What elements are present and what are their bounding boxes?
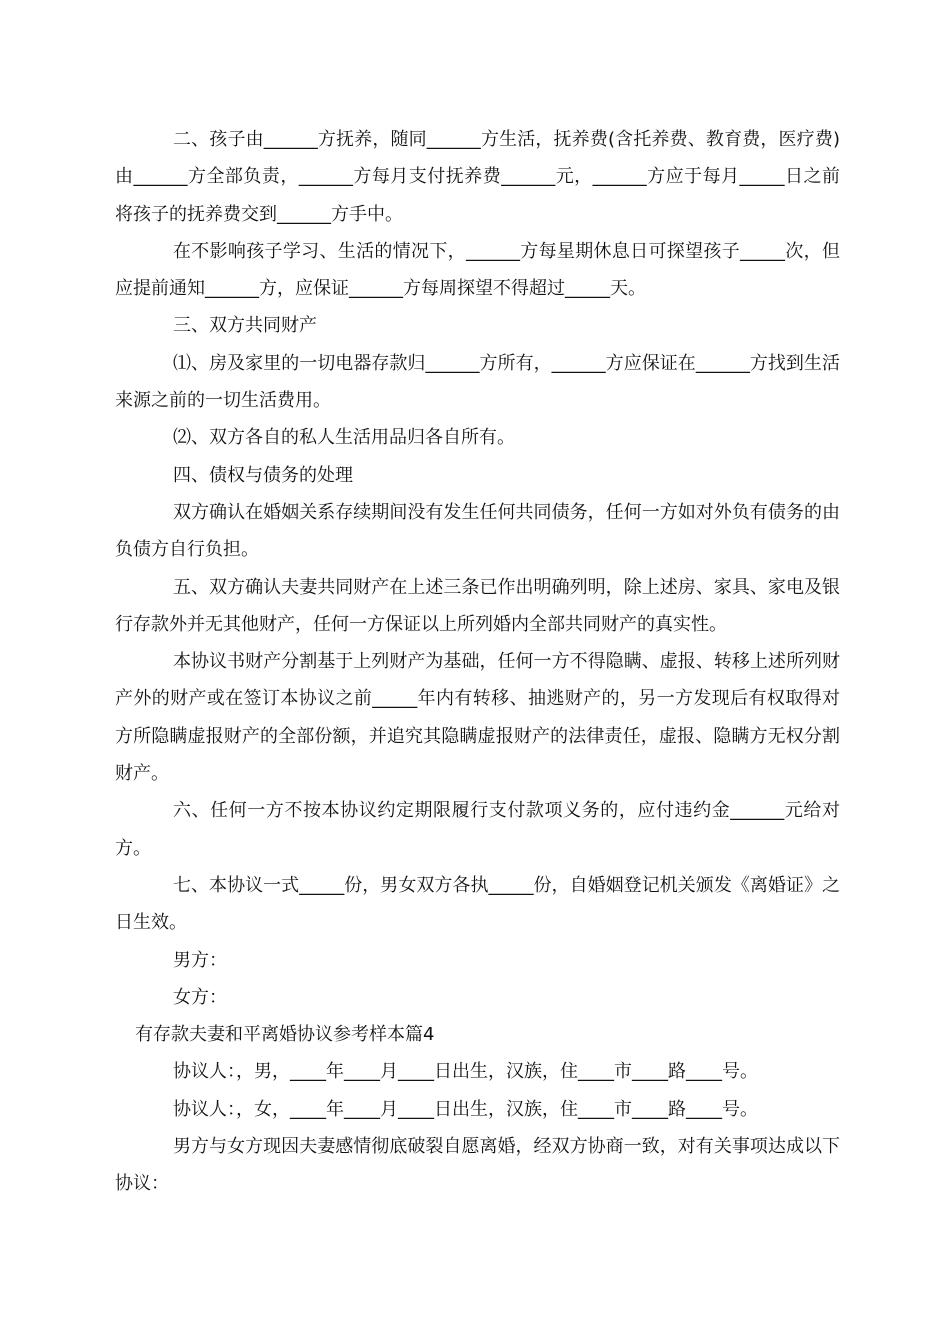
paragraph-visitation: 在不影响孩子学习、生活的情况下，______方每星期休息日可探望孩子_____次，但应提前通知______方，应保证______方每周探望不得超过_____天。: [115, 240, 840, 300]
section-title: 有存款夫妻和平离婚协议参考样本篇4: [135, 1024, 435, 1046]
paragraph-agreement-intro: 男方与女方现因夫妻感情彻底破裂自愿离婚，经双方协商一致，对有关事项达成以下协议：: [115, 1136, 840, 1195]
paragraph-penalty: 六、任何一方不按本协议约定期限履行支付款项义务的，应付违约金______元给对方。: [115, 800, 840, 859]
paragraph-copies: 七、本协议一式_____份，男女双方各执_____份，自婚姻登记机关颁发《离婚证》之日生效。: [115, 874, 840, 934]
paragraph-child-custody: 二、孩子由______方抚养，随同______方生活，抚养费(含托养费、教育费，医疗费)由______方全部负责，______方每月支付抚养费______元，______方应于每月_____日之前将孩子的抚养费交到______方手中。: [115, 129, 840, 225]
paragraph-debts: 双方确认在婚姻关系存续期间没有发生任何共同债务，任何一方如对外负有债务的由负债方自行负担。: [115, 501, 840, 561]
paragraph-property-item-2: ⑵、双方各自的私人生活用品归各自所有。: [173, 427, 515, 449]
signature-male: 男方：: [173, 949, 227, 971]
party-male: 协议人：，男，____年____月____日出生，汉族，住____市____路____号。: [173, 1061, 758, 1083]
signature-female: 女方：: [173, 986, 227, 1008]
paragraph-property-division: 本协议书财产分割基于上列财产为基础，任何一方不得隐瞒、虚报、转移上述所列财产外的财产或在签订本协议之前_____年内有转移、抽逃财产的，另一方发现后有权取得对方所隐瞒虚报财产的全部份额，并追究其隐瞒虚报财产的法律责任，虚报、隐瞒方无权分割财产。: [115, 651, 840, 785]
paragraph-property-item-1: ⑴、房及家里的一切电器存款归______方所有，______方应保证在______方找到生活来源之前的一切生活费用。: [115, 352, 840, 412]
heading-joint-property: 三、双方共同财产: [173, 315, 317, 337]
document-body: [115, 121, 840, 1203]
paragraph-property-confirmation: 五、双方确认夫妻共同财产在上述三条已作出明确列明，除上述房、家具、家电及银行存款外并无其他财产，任何一方保证以上所列婚内全部共同财产的真实性。: [115, 576, 840, 635]
heading-debts: 四、债权与债务的处理: [173, 464, 353, 486]
party-female: 协议人：，女，____年____月____日出生，汉族，住____市____路____号。: [173, 1098, 758, 1120]
